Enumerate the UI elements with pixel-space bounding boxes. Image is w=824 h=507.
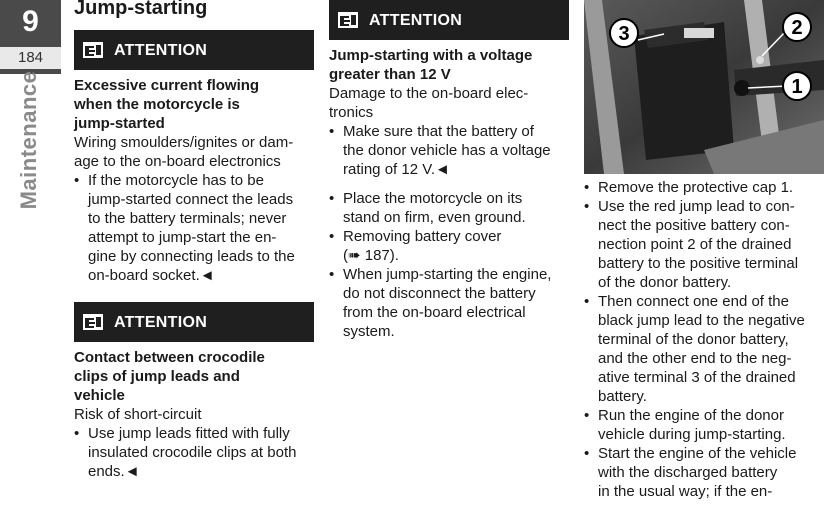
column-left [74, 30, 314, 481]
warning-text: Risk of short-circuit [74, 406, 202, 423]
column-middle [329, 0, 569, 341]
warning-hand-icon [337, 10, 359, 30]
warning-heading: Contact between crocodile clips of jump leads and vehicle [74, 349, 265, 404]
list-item: • Removing battery cover (➠ 187). [329, 227, 569, 265]
chapter-number: 9 [22, 5, 39, 38]
attention-box [74, 30, 314, 70]
warning-bullets [74, 171, 314, 285]
section-label: Maintenance [16, 70, 41, 210]
svg-text:2: 2 [791, 17, 803, 39]
warning-text: Wiring smoulders/ignites or dam- age to the on-board electronics [74, 134, 294, 170]
battery-photo [584, 0, 824, 174]
list-item: • Start the engine of the vehicle with the discharged battery in the usual way; if the en- [584, 444, 824, 501]
list-item: • Place the motorcycle on its stand on firm, even ground. [329, 189, 569, 227]
list-item: • Use jump leads fitted with fully insulated crocodile clips at both ends.◄ [74, 424, 314, 481]
attention-label: ATTENTION [114, 313, 208, 331]
callout-1 [783, 72, 811, 100]
list-item: • Remove the protective cap 1. [584, 178, 824, 197]
callout-2 [783, 13, 811, 41]
warning-heading: Excessive current flowing when the motorcycle is jump-started [74, 77, 260, 132]
procedure-steps [329, 189, 569, 341]
column-right [584, 178, 824, 501]
attention-label: ATTENTION [369, 11, 463, 29]
attention-box [74, 302, 314, 342]
warning-text: Damage to the on-board elec- tronics [329, 85, 529, 121]
attention-label: ATTENTION [114, 41, 208, 59]
page-number: 184 [0, 47, 61, 69]
warning-hand-icon [82, 312, 104, 332]
svg-text:3: 3 [618, 23, 630, 45]
warning-heading: Jump-starting with a voltage greater than 12 V [329, 47, 533, 83]
callout-3 [610, 19, 638, 47]
procedure-steps [584, 178, 824, 501]
svg-text:1: 1 [791, 76, 803, 98]
list-item: • When jump-starting the engine, do not disconnect the battery from the on-board electrical system. [329, 265, 569, 341]
attention-box [329, 0, 569, 40]
list-item: • If the motorcycle has to be jump-started connect the leads to the battery terminals; never attempt to jump-start the en- gine by connecting leads to the on-board socket.◄ [74, 171, 314, 285]
warning-bullets [329, 122, 569, 179]
page-title: Jump-starting [74, 0, 208, 19]
list-item: • Then connect one end of the black jump lead to the negative terminal of the donor battery, and the other end to the neg- ative terminal 3 of the drained battery. [584, 292, 824, 406]
list-item: • Run the engine of the donor vehicle during jump-starting. [584, 406, 824, 444]
warning-bullets [74, 424, 314, 481]
list-item: • Make sure that the battery of the donor vehicle has a voltage rating of 12 V.◄ [329, 122, 569, 179]
list-item: • Use the red jump lead to con- nect the positive battery con- nection point 2 of the drained battery to the positive terminal of the donor battery. [584, 197, 824, 292]
warning-hand-icon [82, 40, 104, 60]
